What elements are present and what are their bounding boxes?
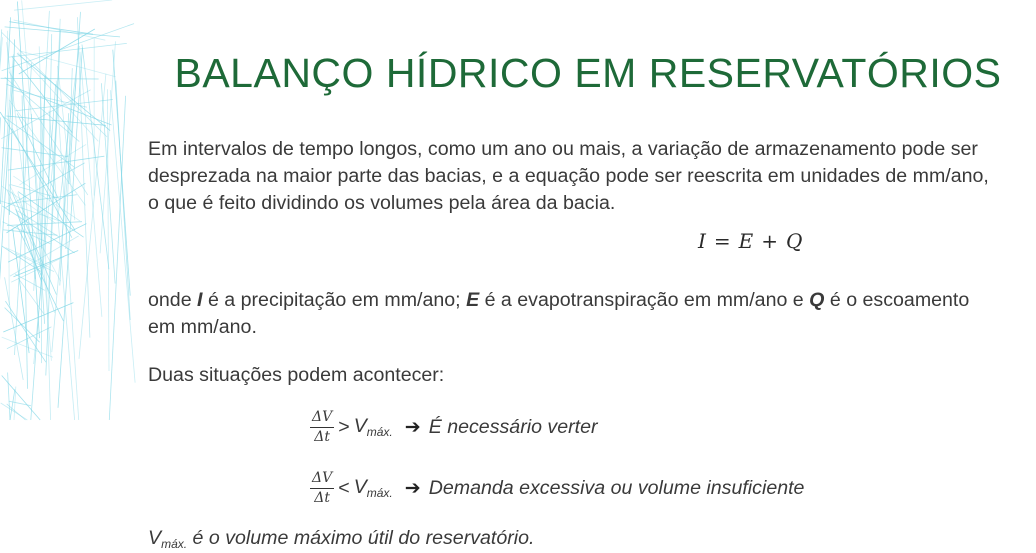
text-onde: onde	[148, 289, 198, 311]
text-evapotranspiration: é a evapotranspiração em mm/ano e	[479, 289, 810, 311]
v-max-definition	[148, 527, 534, 551]
less-than-operator: <	[338, 476, 350, 499]
v-max-definition-text: é o volume máximo útil do reservatório.	[187, 527, 535, 549]
v-max-symbol	[354, 415, 393, 439]
variable-q: Q	[809, 289, 825, 311]
right-arrow-icon: ➔	[404, 416, 421, 438]
max-subscript: máx.	[366, 486, 393, 500]
mesh-line	[5, 277, 24, 380]
mesh-line	[1, 78, 99, 79]
mesh-line	[116, 81, 130, 320]
mesh-line	[110, 90, 135, 383]
condition-result: Demanda excessiva ou volume insuficiente	[428, 476, 805, 499]
v-symbol: V	[353, 415, 367, 437]
mesh-line	[2, 376, 41, 421]
max-subscript: máx.	[161, 537, 188, 551]
paragraph-situations: Duas situações podem acontecer:	[148, 364, 445, 386]
mesh-line	[113, 50, 130, 296]
equation-plus: +	[761, 229, 779, 253]
variable-e: E	[466, 289, 480, 311]
paragraph-definitions-line-1	[148, 287, 1036, 314]
paragraph-intro	[148, 136, 1036, 217]
greater-than-operator: >	[338, 415, 350, 438]
condition-shortage	[310, 466, 804, 510]
mesh-line	[8, 373, 10, 421]
paragraph-intro-line-3: o que é feito dividindo os volumes pela área da bacia.	[148, 192, 616, 214]
mesh-line	[1, 90, 90, 139]
right-arrow-icon: ➔	[404, 477, 421, 499]
v-symbol: V	[148, 527, 162, 549]
equation-equals: =	[713, 229, 731, 253]
wireframe-mesh-decoration	[0, 0, 150, 553]
fraction-denominator: Δt	[314, 489, 330, 506]
equation-term-e: E	[738, 229, 754, 253]
mesh-line	[9, 100, 85, 205]
mesh-line	[9, 22, 93, 35]
text-runoff: é o escoamento	[824, 289, 970, 311]
condition-result: É necessário verter	[428, 415, 598, 438]
fraction-numerator: ΔV	[310, 470, 334, 489]
mesh-line	[5, 308, 40, 343]
mesh-line	[15, 63, 32, 355]
fraction-delta-v-delta-t	[310, 470, 334, 507]
equation-term-q: Q	[786, 229, 803, 253]
max-subscript: máx.	[366, 425, 393, 439]
mesh-line	[5, 301, 46, 362]
fraction-denominator: Δt	[314, 428, 330, 445]
equation-lhs: I	[698, 229, 706, 253]
v-max-symbol	[354, 476, 393, 500]
mesh-line	[41, 98, 42, 363]
mesh-line	[14, 0, 112, 10]
fraction-numerator: ΔV	[310, 409, 334, 428]
fraction-delta-v-delta-t	[310, 409, 334, 446]
mesh-line	[7, 327, 52, 349]
mesh-line	[77, 17, 90, 337]
water-balance-equation	[698, 229, 802, 253]
condition-overflow	[310, 405, 598, 449]
mesh-line	[0, 60, 14, 315]
v-symbol: V	[353, 476, 367, 498]
paragraph-intro-line-2: desprezada na maior parte das bacias, e a equação pode ser reescrita em unidades de mm/ano,	[148, 165, 989, 187]
mesh-line	[9, 43, 127, 57]
mesh-line	[5, 27, 120, 37]
mesh-line	[109, 96, 125, 420]
paragraph-intro-line-1: Em intervalos de tempo longos, como um ano ou mais, a variação de armazenamento pode ser	[148, 138, 978, 160]
paragraph-definitions-line-2: em mm/ano.	[148, 316, 257, 338]
variable-i: I	[197, 289, 203, 311]
slide-title: BALANÇO HÍDRICO EM RESERVATÓRIOS	[174, 50, 1002, 96]
text-precipitation: é a precipitação em mm/ano;	[202, 289, 467, 311]
paragraph-definitions	[148, 287, 1036, 341]
